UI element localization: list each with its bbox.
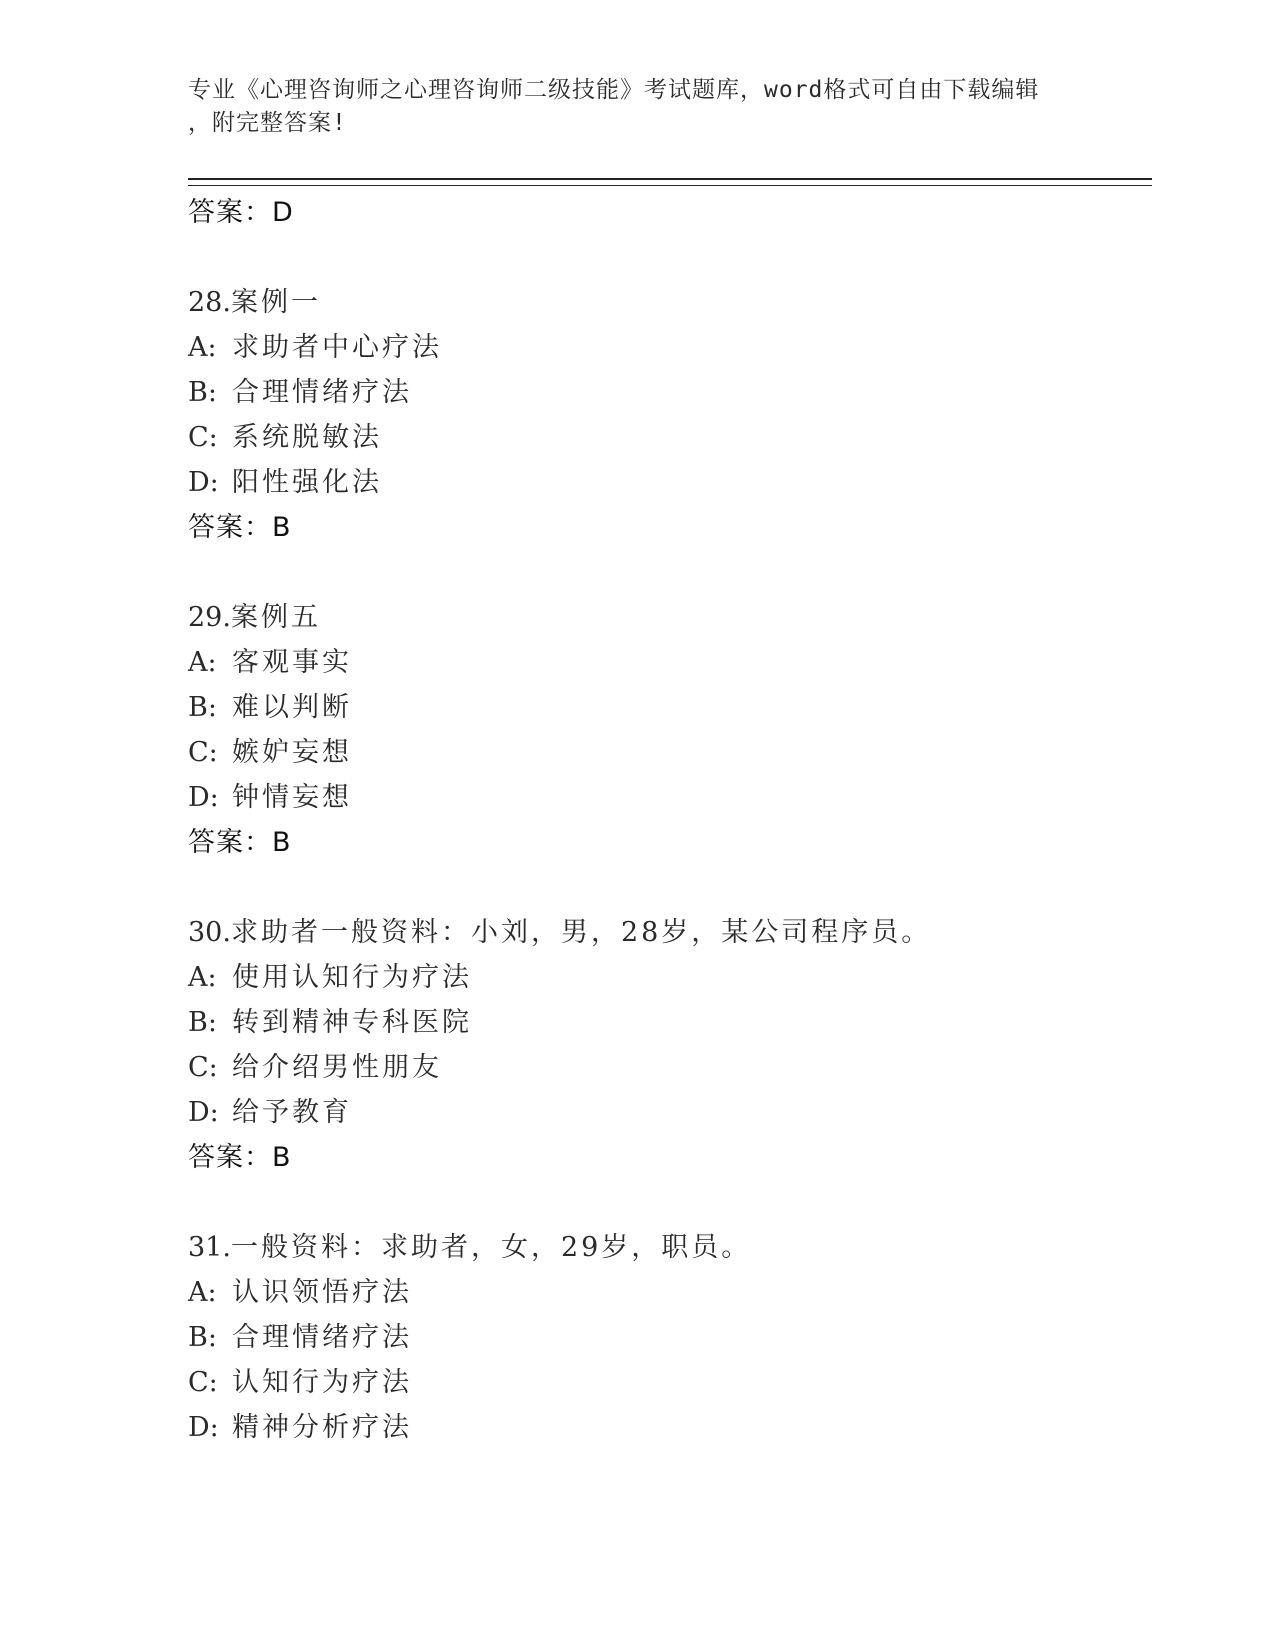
question-number: 29. xyxy=(188,602,231,633)
option-letter: C: xyxy=(188,1367,218,1398)
option-text: 合理情绪疗法 xyxy=(232,377,412,408)
answer-label: 答案： xyxy=(188,1142,272,1173)
option-text: 合理情绪疗法 xyxy=(232,1322,412,1353)
question-text xyxy=(188,1225,1148,1270)
header-line-1: 专业《心理咨询师之心理咨询师二级技能》考试题库，word格式可自由下载编辑 xyxy=(188,77,1040,103)
option-text: 系统脱敏法 xyxy=(232,422,382,453)
question-28 xyxy=(188,280,1148,551)
option-letter: B: xyxy=(188,1322,217,1353)
option-b xyxy=(188,370,1148,415)
option-letter: B: xyxy=(188,377,217,408)
option-b xyxy=(188,685,1148,730)
header-divider xyxy=(188,178,1152,186)
option-text: 给介绍男性朋友 xyxy=(232,1052,442,1083)
question-31 xyxy=(188,1225,1148,1450)
option-letter: D: xyxy=(188,782,219,813)
question-body: 一般资料：求助者，女，29岁，职员。 xyxy=(230,1232,752,1263)
option-c xyxy=(188,730,1148,775)
document-header xyxy=(188,74,1068,140)
question-list xyxy=(188,190,1148,1450)
option-letter: B: xyxy=(188,1007,217,1038)
option-letter: A: xyxy=(188,647,217,678)
question-29 xyxy=(188,595,1148,866)
option-letter: A: xyxy=(188,332,217,363)
option-letter: C: xyxy=(188,737,218,768)
option-letter: A: xyxy=(188,1277,217,1308)
answer-value: B xyxy=(272,827,292,858)
answer-label: 答案： xyxy=(188,827,272,858)
question-30 xyxy=(188,910,1148,1181)
option-text: 精神分析疗法 xyxy=(232,1412,412,1443)
option-text: 客观事实 xyxy=(232,647,352,678)
question-body: 案例五 xyxy=(230,602,321,633)
answer-line xyxy=(188,190,1148,236)
option-b xyxy=(188,1315,1148,1360)
option-text: 阳性强化法 xyxy=(232,467,382,498)
question-text xyxy=(188,910,1148,955)
answer-line xyxy=(188,505,1148,551)
option-letter: A: xyxy=(188,962,217,993)
header-line-2: ，附完整答案! xyxy=(188,110,347,136)
option-text: 转到精神专科医院 xyxy=(232,1007,472,1038)
option-letter: D: xyxy=(188,467,219,498)
option-letter: C: xyxy=(188,1052,218,1083)
option-text: 给予教育 xyxy=(232,1097,352,1128)
option-d xyxy=(188,1090,1148,1135)
option-text: 使用认知行为疗法 xyxy=(232,962,472,993)
option-text: 难以判断 xyxy=(232,692,352,723)
question-body: 案例一 xyxy=(230,287,321,318)
answer-label: 答案： xyxy=(188,512,272,543)
question-text xyxy=(188,595,1148,640)
option-letter: B: xyxy=(188,692,217,723)
option-text: 嫉妒妄想 xyxy=(232,737,352,768)
option-b xyxy=(188,1000,1148,1045)
option-d xyxy=(188,775,1148,820)
answer-line xyxy=(188,1135,1148,1181)
question-number: 28. xyxy=(188,287,231,318)
answer-value: B xyxy=(272,512,292,543)
option-c xyxy=(188,415,1148,460)
option-d xyxy=(188,1405,1148,1450)
option-letter: D: xyxy=(188,1097,219,1128)
option-a xyxy=(188,955,1148,1000)
answer-value: B xyxy=(272,1142,292,1173)
answer-label: 答案： xyxy=(188,197,272,228)
question-number: 30. xyxy=(188,917,231,948)
option-d xyxy=(188,460,1148,505)
option-a xyxy=(188,1270,1148,1315)
answer-line xyxy=(188,820,1148,866)
question-text xyxy=(188,280,1148,325)
option-text: 求助者中心疗法 xyxy=(232,332,442,363)
question-body: 求助者一般资料：小刘，男，28岁，某公司程序员。 xyxy=(230,917,932,948)
option-text: 认知行为疗法 xyxy=(232,1367,412,1398)
option-text: 认识领悟疗法 xyxy=(232,1277,412,1308)
option-letter: D: xyxy=(188,1412,219,1443)
answer-value: D xyxy=(272,197,294,228)
option-c xyxy=(188,1045,1148,1090)
option-text: 钟情妄想 xyxy=(232,782,352,813)
option-letter: C: xyxy=(188,422,218,453)
option-a xyxy=(188,325,1148,370)
option-c xyxy=(188,1360,1148,1405)
question-number: 31. xyxy=(188,1232,231,1263)
option-a xyxy=(188,640,1148,685)
